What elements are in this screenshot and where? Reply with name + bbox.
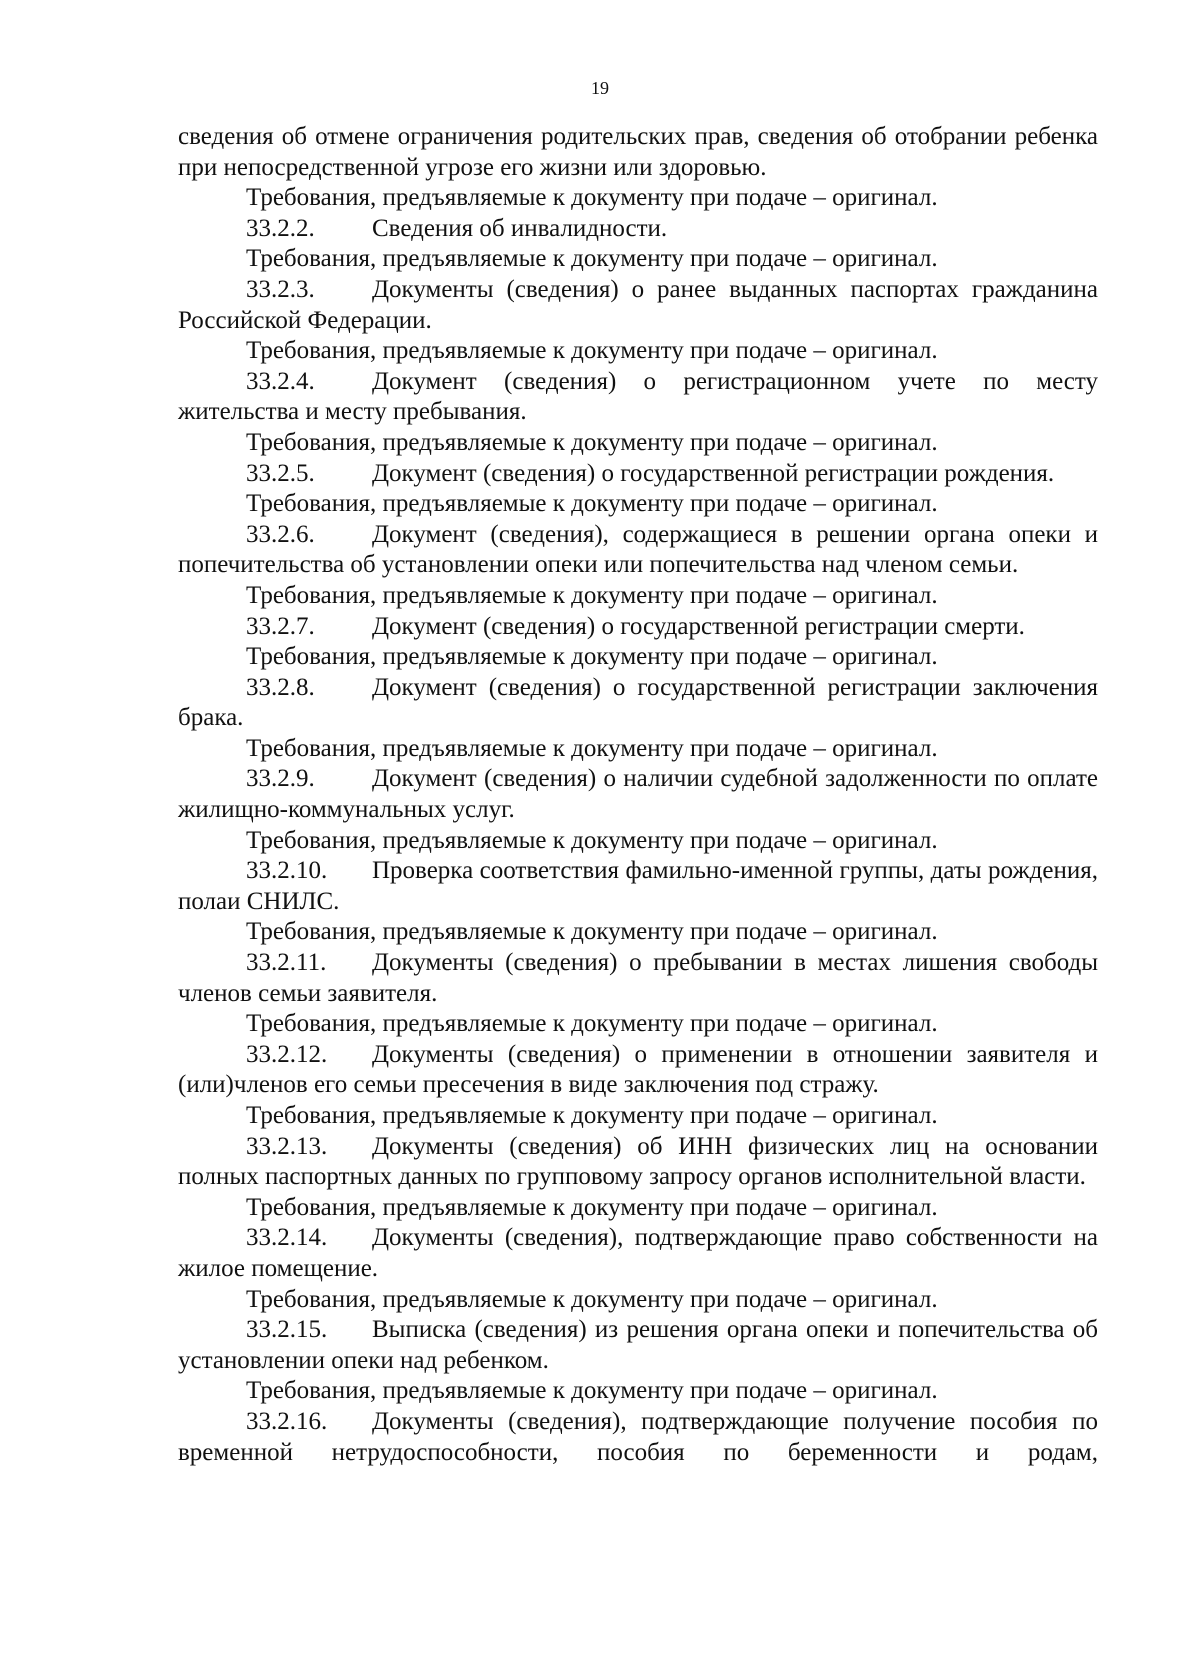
requirement-line: Требования, предъявляемые к документу при подаче – оригинал. — [246, 734, 938, 762]
item-33-2-3 — [178, 275, 1098, 336]
item-33-2-2 — [178, 214, 1098, 245]
document-body — [178, 122, 1098, 1468]
item-33-2-7 — [178, 612, 1098, 643]
item-33-2-14 — [178, 1223, 1098, 1284]
item-number: 33.2.11. — [246, 949, 327, 977]
item-33-2-11 — [178, 948, 1098, 1009]
item-33-2-12 — [178, 1040, 1098, 1101]
item-text: Документ (сведения), содержащиеся в решении органа опеки и попечительства об установлении опеки или попечительства над членом семьи. — [178, 520, 1098, 579]
requirement-line: Требования, предъявляемые к документу при подаче – оригинал. — [246, 1377, 938, 1405]
requirement-line: Требования, предъявляемые к документу при подаче – оригинал. — [246, 1193, 938, 1221]
requirement-line: Требования, предъявляемые к документу при подаче – оригинал. — [246, 1285, 938, 1313]
item-number: 33.2.13. — [246, 1132, 328, 1160]
item-33-2-13 — [178, 1132, 1098, 1193]
item-text: Документы (сведения) о ранее выданных паспортах гражданина Российской Федерации. — [178, 275, 1098, 334]
item-number: 33.2.14. — [246, 1224, 328, 1252]
item-text: Документы (сведения) о применении в отношении заявителя и (или)членов его семьи пресечения в виде заключения под стражу. — [178, 1040, 1098, 1099]
requirement-line: Требования, предъявляемые к документу при подаче – оригинал. — [246, 337, 938, 365]
item-text: Документы (сведения), подтверждающие право собственности на жилое помещение. — [178, 1224, 1098, 1282]
item-33-2-8 — [178, 673, 1098, 734]
requirement-line: Требования, предъявляемые к документу при подаче – оригинал. — [246, 490, 938, 518]
requirement-line: Требования, предъявляемые к документу при подаче – оригинал. — [246, 918, 938, 946]
item-33-2-5 — [178, 459, 1098, 490]
item-text: Документ (сведения) о государственной регистрации заключения брака. — [178, 673, 1098, 732]
item-text: Проверка соответствия фамильно-именной группы, даты рождения, полаи СНИЛС. — [178, 857, 1098, 915]
requirement-line: Требования, предъявляемые к документу при подаче – оригинал. — [246, 184, 938, 212]
intro-paragraph: сведения об отмене ограничения родительских прав, сведения об отобрании ребенка при непосредственной угрозе его жизни или здоровью. — [178, 123, 1098, 181]
item-number: 33.2.3. — [246, 275, 315, 303]
item-33-2-16 — [178, 1407, 1098, 1468]
item-number: 33.2.15. — [246, 1316, 328, 1344]
item-number: 33.2.6. — [246, 520, 315, 548]
item-number: 33.2.16. — [246, 1407, 328, 1435]
item-text: Документ (сведения) о наличии судебной задолженности по оплате жилищно-коммунальных услуг. — [178, 765, 1098, 824]
requirement-line: Требования, предъявляемые к документу при подаче – оригинал. — [246, 428, 938, 456]
item-number: 33.2.2. — [246, 214, 315, 242]
item-text: Документ (сведения) о государственной регистрации рождения. — [372, 459, 1055, 487]
item-text: Документы (сведения), подтверждающие получение пособия по временной нетрудоспособности, пособия по беременности и родам, — [178, 1407, 1098, 1466]
item-number: 33.2.8. — [246, 673, 315, 701]
item-text: Документ (сведения) о государственной регистрации смерти. — [372, 612, 1025, 640]
item-number: 33.2.7. — [246, 612, 315, 640]
item-33-2-9 — [178, 764, 1098, 825]
requirement-line: Требования, предъявляемые к документу при подаче – оригинал. — [246, 826, 938, 854]
requirement-line: Требования, предъявляемые к документу при подаче – оригинал. — [246, 643, 938, 671]
requirement-line: Требования, предъявляемые к документу при подаче – оригинал. — [246, 1102, 938, 1129]
item-text: Документы (сведения) об ИНН физических лиц на основании полных паспортных данных по групповому запросу органов исполнительной власти. — [178, 1132, 1098, 1191]
item-33-2-6 — [178, 520, 1098, 581]
requirement-line: Требования, предъявляемые к документу при подаче – оригинал. — [246, 245, 938, 273]
page-number: 19 — [591, 78, 609, 98]
item-number: 33.2.5. — [246, 459, 315, 487]
item-33-2-4 — [178, 367, 1098, 428]
item-number: 33.2.12. — [246, 1040, 328, 1068]
item-number: 33.2.4. — [246, 367, 315, 395]
requirement-line: Требования, предъявляемые к документу при подаче – оригинал. — [246, 581, 938, 609]
item-number: 33.2.10. — [246, 857, 328, 885]
item-text: Сведения об инвалидности. — [372, 214, 668, 242]
item-text: Документ (сведения) о регистрационном учете по месту жительства и месту пребывания. — [178, 367, 1098, 426]
item-33-2-15 — [178, 1315, 1098, 1376]
requirement-line: Требования, предъявляемые к документу при подаче – оригинал. — [246, 1010, 938, 1038]
item-text: Документы (сведения) о пребывании в местах лишения свободы членов семьи заявителя. — [178, 949, 1098, 1007]
item-number: 33.2.9. — [246, 765, 315, 793]
item-33-2-10 — [178, 856, 1098, 917]
item-text: Выписка (сведения) из решения органа опеки и попечительства об установлении опеки над ребенком. — [178, 1316, 1098, 1374]
